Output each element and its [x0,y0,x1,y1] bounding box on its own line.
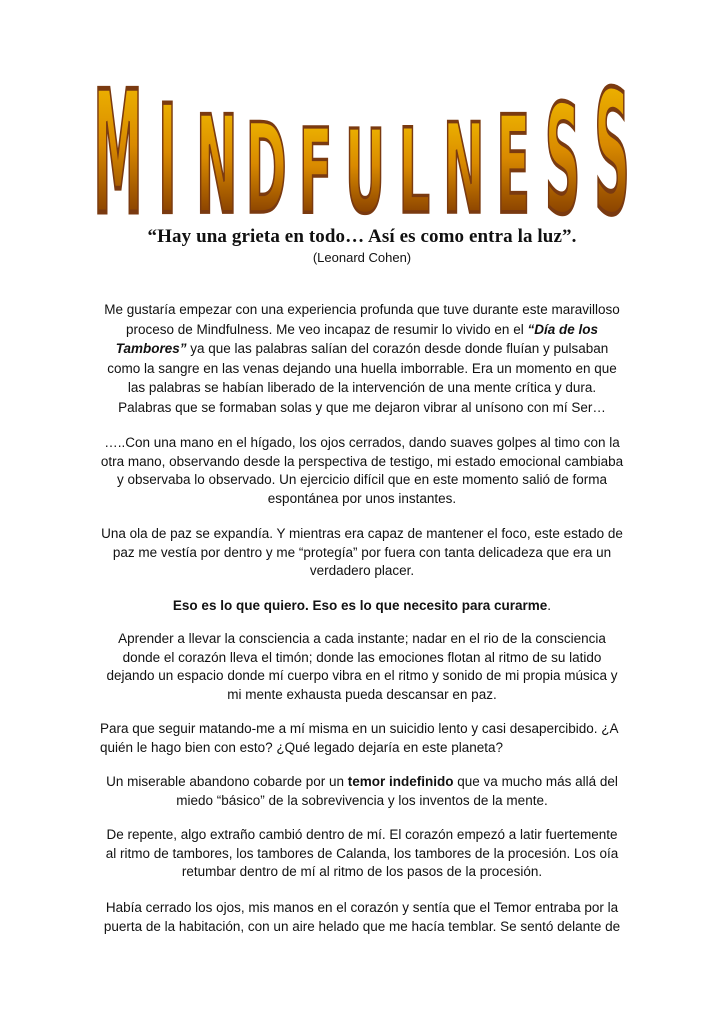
paragraph-consciousness: Aprender a llevar la consciencia a cada instante; nadar en el rio de la consciencia donde el corazón lleva el timón; donde las emociones flotan al ritmo de su latido dejando un espacio donde mí cuerpo vibra en el ritmo y sonido de mi propia música y mi mente exhausta pueda descansar en paz. [106,631,618,702]
paragraph-drums: De repente, algo extraño cambió dentro de mí. El corazón empezó a latir fuertemente al ritmo de tambores, los tambores de Calanda, los tambores de la procesión. Los oía retumbar dentro de mí al ritmo de los pasos de la procesión. [105,827,619,879]
wordart-letter: I [158,73,177,249]
epigraph-quote: “Hay una grieta en todo… Así es como entra la luz”. [147,226,577,247]
paragraph-statement-end: . [547,598,552,613]
paragraph-fear-text-a: Un miserable abandono cobarde por un [106,774,348,789]
wordart-letter: U [344,105,386,240]
paragraph-fear-text-b: que va mucho más allá del miedo “básico” de la sobrevivencia y los inventos de la mente. [176,774,618,808]
wordart-letter: E [496,87,531,244]
wordart-letter: S [544,73,581,249]
paragraph-statement [100,597,624,616]
paragraph-intro [100,300,624,417]
paragraph-intro-text-b: ya que las palabras salían del corazón desde donde fluían y pulsaban como la sangre en las venas dejando una huella imborrable. Era un momento en que las palabras se habían liberado de la intervención de una mente crítica y dura. Palabras que se formaban solas y que me dejaron vibrar al unísono con mí Ser… [107,341,617,415]
wordart-letter: N [196,87,238,244]
epigraph-author: (Leonard Cohen) [312,250,412,265]
paragraph-peace: Una ola de paz se expandía. Y mientras era capaz de mantener el foco, este estado de paz me vestía por dentro y me “protegía” por fuera con tanta delicadeza que era un verdadero placer. [101,526,623,578]
wordart-letter: M [93,55,143,253]
paragraph-intro-text-a: Me gustaría empezar con una experiencia profunda que tuve durante este maravilloso proceso de Mindfulness. Me veo incapaz de resumir lo vivido en el [104,302,620,337]
paragraph-closing: Había cerrado los ojos, mis manos en el corazón y sentía que el Temor entraba por la puerta de la habitación, con un aire helado que me hacía temblar. Se sentó delante de [103,900,621,934]
paragraph-fear [100,773,624,810]
paragraph-exercise: …..Con una mano en el hígado, los ojos cerrados, dando suaves golpes al timo con la otra mano, observando desde la perspectiva de testigo, mi estado emocional cambiaba y observaba lo observado. Un ejercicio difícil que en este momento salió de forma espontánea por unos instantes. [100,435,624,506]
paragraph-fear-bold: temor indefinido [347,774,454,789]
wordart-letter: L [398,105,431,241]
paragraph-intro-emphasis: “Día de los Tambores” [115,321,598,356]
wordart-letter: N [443,99,485,243]
wordart-letter: S [594,55,630,253]
wordart-letter: F [298,105,333,241]
paragraph-statement-bold: Eso es lo que quiero. Eso es lo que necesito para curarme [172,598,548,613]
wordart-letter: D [245,99,287,243]
paragraph-question: Para que seguir matando-me a mí misma en un suicidio lento y casi desapercibido. ¿A quién le hago bien con esto? ¿Qué legado dejaría en este planeta? [100,721,618,755]
